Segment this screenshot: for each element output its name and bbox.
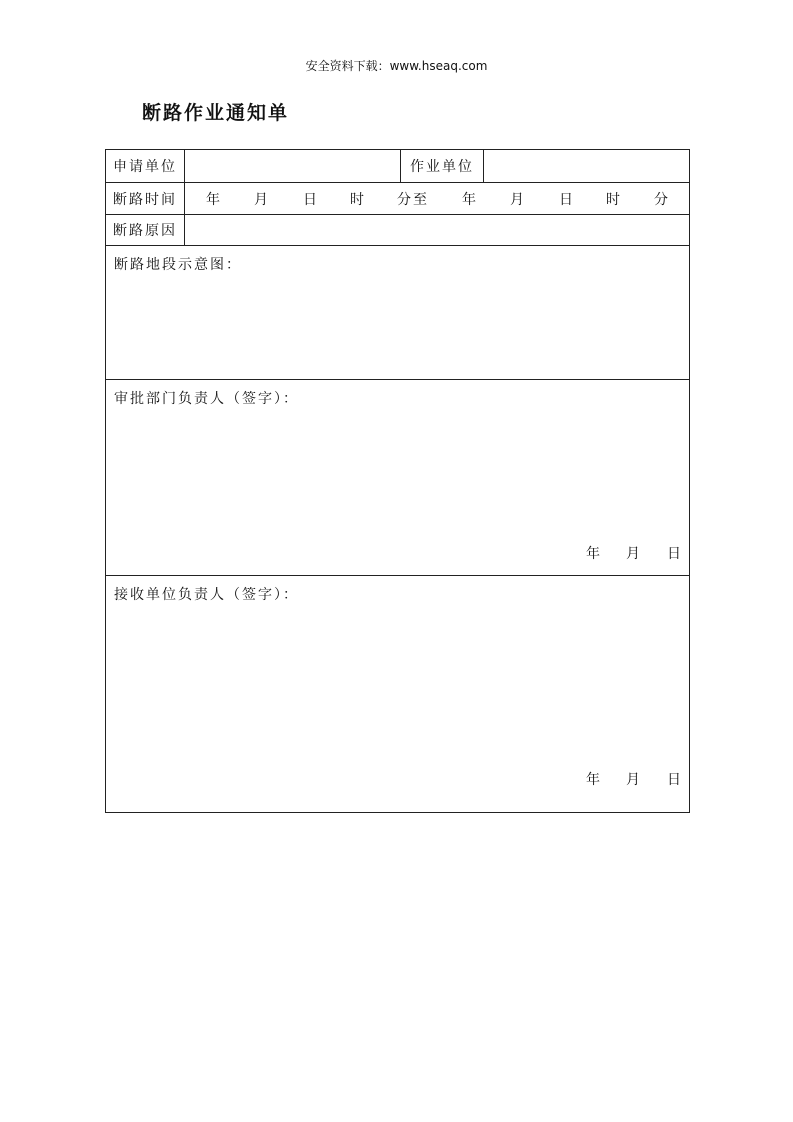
diagram-section[interactable] xyxy=(106,246,689,380)
end-month[interactable]: 月 xyxy=(510,191,526,208)
approver-label: 审批部门负责人（签字）： xyxy=(114,391,299,407)
applicant-label: 申请单位 xyxy=(106,150,185,182)
time-label: 断路时间 xyxy=(106,183,185,214)
receiver-date-month: 月 xyxy=(626,772,640,788)
approver-section[interactable] xyxy=(106,380,689,576)
page-header: 安全资料下载：www.hseaq.com xyxy=(305,59,488,73)
approver-date xyxy=(586,543,686,561)
work-unit-label: 作业单位 xyxy=(401,150,484,182)
work-unit-field[interactable] xyxy=(484,150,689,182)
start-year[interactable]: 年 xyxy=(206,191,222,208)
receiver-date xyxy=(586,769,686,787)
approver-date-year: 年 xyxy=(586,546,600,562)
reason-label: 断路原因 xyxy=(106,215,185,245)
receiver-date-day: 日 xyxy=(667,772,681,788)
applicant-row xyxy=(106,150,689,183)
end-day[interactable]: 日 xyxy=(559,191,575,208)
start-minute-to[interactable]: 分至 xyxy=(397,191,429,208)
approver-date-day: 日 xyxy=(667,546,681,562)
document-title: 断路作业通知单 xyxy=(142,102,290,124)
road-closure-form xyxy=(105,149,690,813)
diagram-label: 断路地段示意图： xyxy=(114,257,242,273)
receiver-section[interactable] xyxy=(106,576,689,812)
reason-field[interactable] xyxy=(185,215,689,245)
time-row xyxy=(106,183,689,215)
end-year[interactable]: 年 xyxy=(462,191,478,208)
applicant-field[interactable] xyxy=(185,150,401,182)
start-hour[interactable]: 时 xyxy=(350,191,366,208)
start-day[interactable]: 日 xyxy=(303,191,319,208)
reason-row xyxy=(106,215,689,246)
receiver-label: 接收单位负责人（签字）： xyxy=(114,587,299,603)
end-hour[interactable]: 时 xyxy=(606,191,622,208)
end-minute[interactable]: 分 xyxy=(654,191,670,208)
receiver-date-year: 年 xyxy=(586,772,600,788)
start-month[interactable]: 月 xyxy=(254,191,270,208)
approver-date-month: 月 xyxy=(626,546,640,562)
